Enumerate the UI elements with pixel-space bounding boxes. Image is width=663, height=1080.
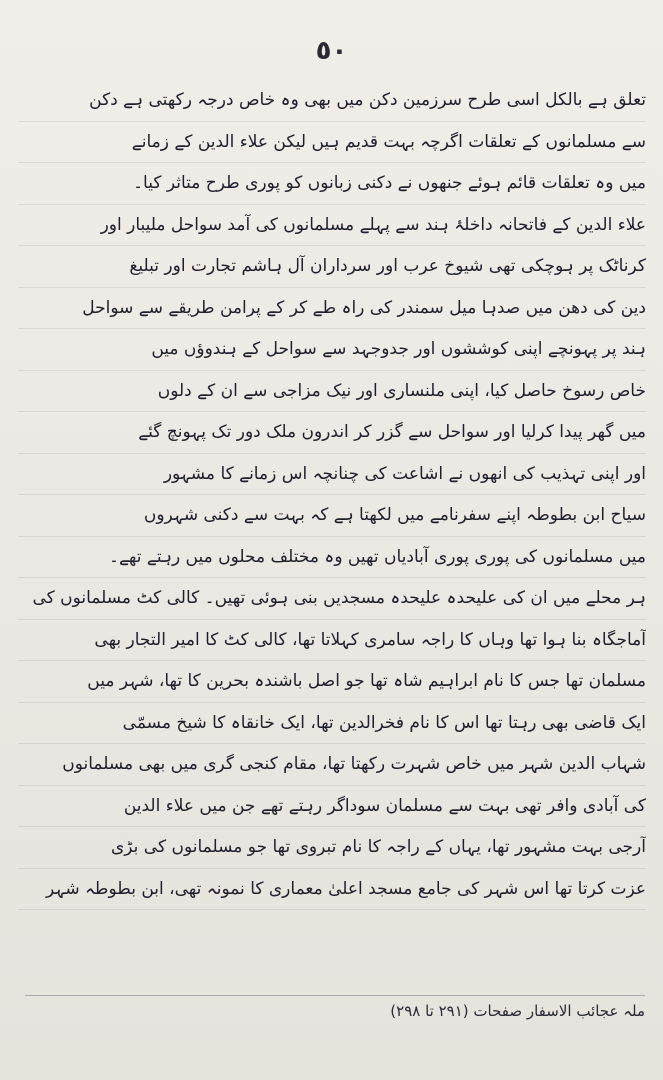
text-line: سیاح ابن بطوطہ اپنے سفرنامے میں لکھتا ہے کہ بہت سے دکنی شہروں	[18, 495, 646, 537]
text-line: تعلق ہے بالکل اسی طرح سرزمین دکن میں بھی وہ خاص درجہ رکھتی ہے دکن	[18, 80, 646, 122]
text-line: خاص رسوخ حاصل کیا، اپنی ملنساری اور نیک مزاجی سے ان کے دلوں	[18, 371, 646, 413]
text-line: ہر محلے میں ان کی علیحدہ علیحدہ مسجدیں بنی ہوئی تھیں۔ کالی کٹ مسلمانوں کی	[18, 578, 646, 620]
text-line: شہاب الدین شہر میں خاص شہرت رکھتا تھا، مقام کنجی گری میں بھی مسلمانوں	[18, 744, 646, 786]
footnote: ملہ عجائب الاسفار صفحات (۲۹۱ تا ۲۹۸)	[390, 1002, 645, 1020]
body-text	[18, 80, 646, 910]
text-line: کی آبادی وافر تھی بہت سے مسلمان سوداگر رہتے تھے جن میں علاء الدین	[18, 786, 646, 828]
text-line: سے مسلمانوں کے تعلقات اگرچہ بہت قدیم ہیں لیکن علاء الدین کے زمانے	[18, 122, 646, 164]
text-line: میں وہ تعلقات قائم ہوئے جنھوں نے دکنی زبانوں کو پوری طرح متاثر کیا۔	[18, 163, 646, 205]
text-line: مسلمان تھا جس کا نام ابراہیم شاہ تھا جو اصل باشندہ بحرین کا تھا، شہر میں	[18, 661, 646, 703]
text-line: میں مسلمانوں کی پوری پوری آبادیاں تھیں وہ مختلف محلوں میں رہتے تھے۔	[18, 537, 646, 579]
text-line: کرناٹک پر ہوچکی تھی شیوخ عرب اور سرداران آل ہاشم تجارت اور تبلیغ	[18, 246, 646, 288]
text-line: عزت کرتا تھا اس شہر کی جامع مسجد اعلیٰ معماری کا نمونہ تھی، ابن بطوطہ شہر	[18, 869, 646, 911]
text-line: ہند پر پہونچے اپنی کوششوں اور جدوجہد سے سواحل کے ہندوؤں میں	[18, 329, 646, 371]
text-line: میں گھر پیدا کرلیا اور سواحل سے گزر کر اندرون ملک دور تک پہونچ گئے	[18, 412, 646, 454]
text-line: آرجی بہت مشہور تھا، یہاں کے راجہ کا نام تبروی تھا جو مسلمانوں کی بڑی	[18, 827, 646, 869]
text-line: ایک قاضی بھی رہتا تھا اس کا نام فخرالدین تھا، ایک خانقاہ کا شیخ مسمّی	[18, 703, 646, 745]
footnote-divider	[25, 995, 645, 996]
text-line: اور اپنی تہذیب کی انھوں نے اشاعت کی چنانچہ اس زمانے کا مشہور	[18, 454, 646, 496]
page-number: ٥٠	[315, 36, 348, 66]
text-line: علاء الدین کے فاتحانہ داخلۂ ہند سے پہلے مسلمانوں کی آمد سواحل ملیبار اور	[18, 205, 646, 247]
text-line: آماجگاہ بنا ہوا تھا وہاں کا راجہ سامری کہلاتا تھا، کالی کٹ کا امیر التجار بھی	[18, 620, 646, 662]
text-line: دین کی دھن میں صدہا میل سمندر کی راہ طے کر کے پرامن طریقے سے سواحل	[18, 288, 646, 330]
